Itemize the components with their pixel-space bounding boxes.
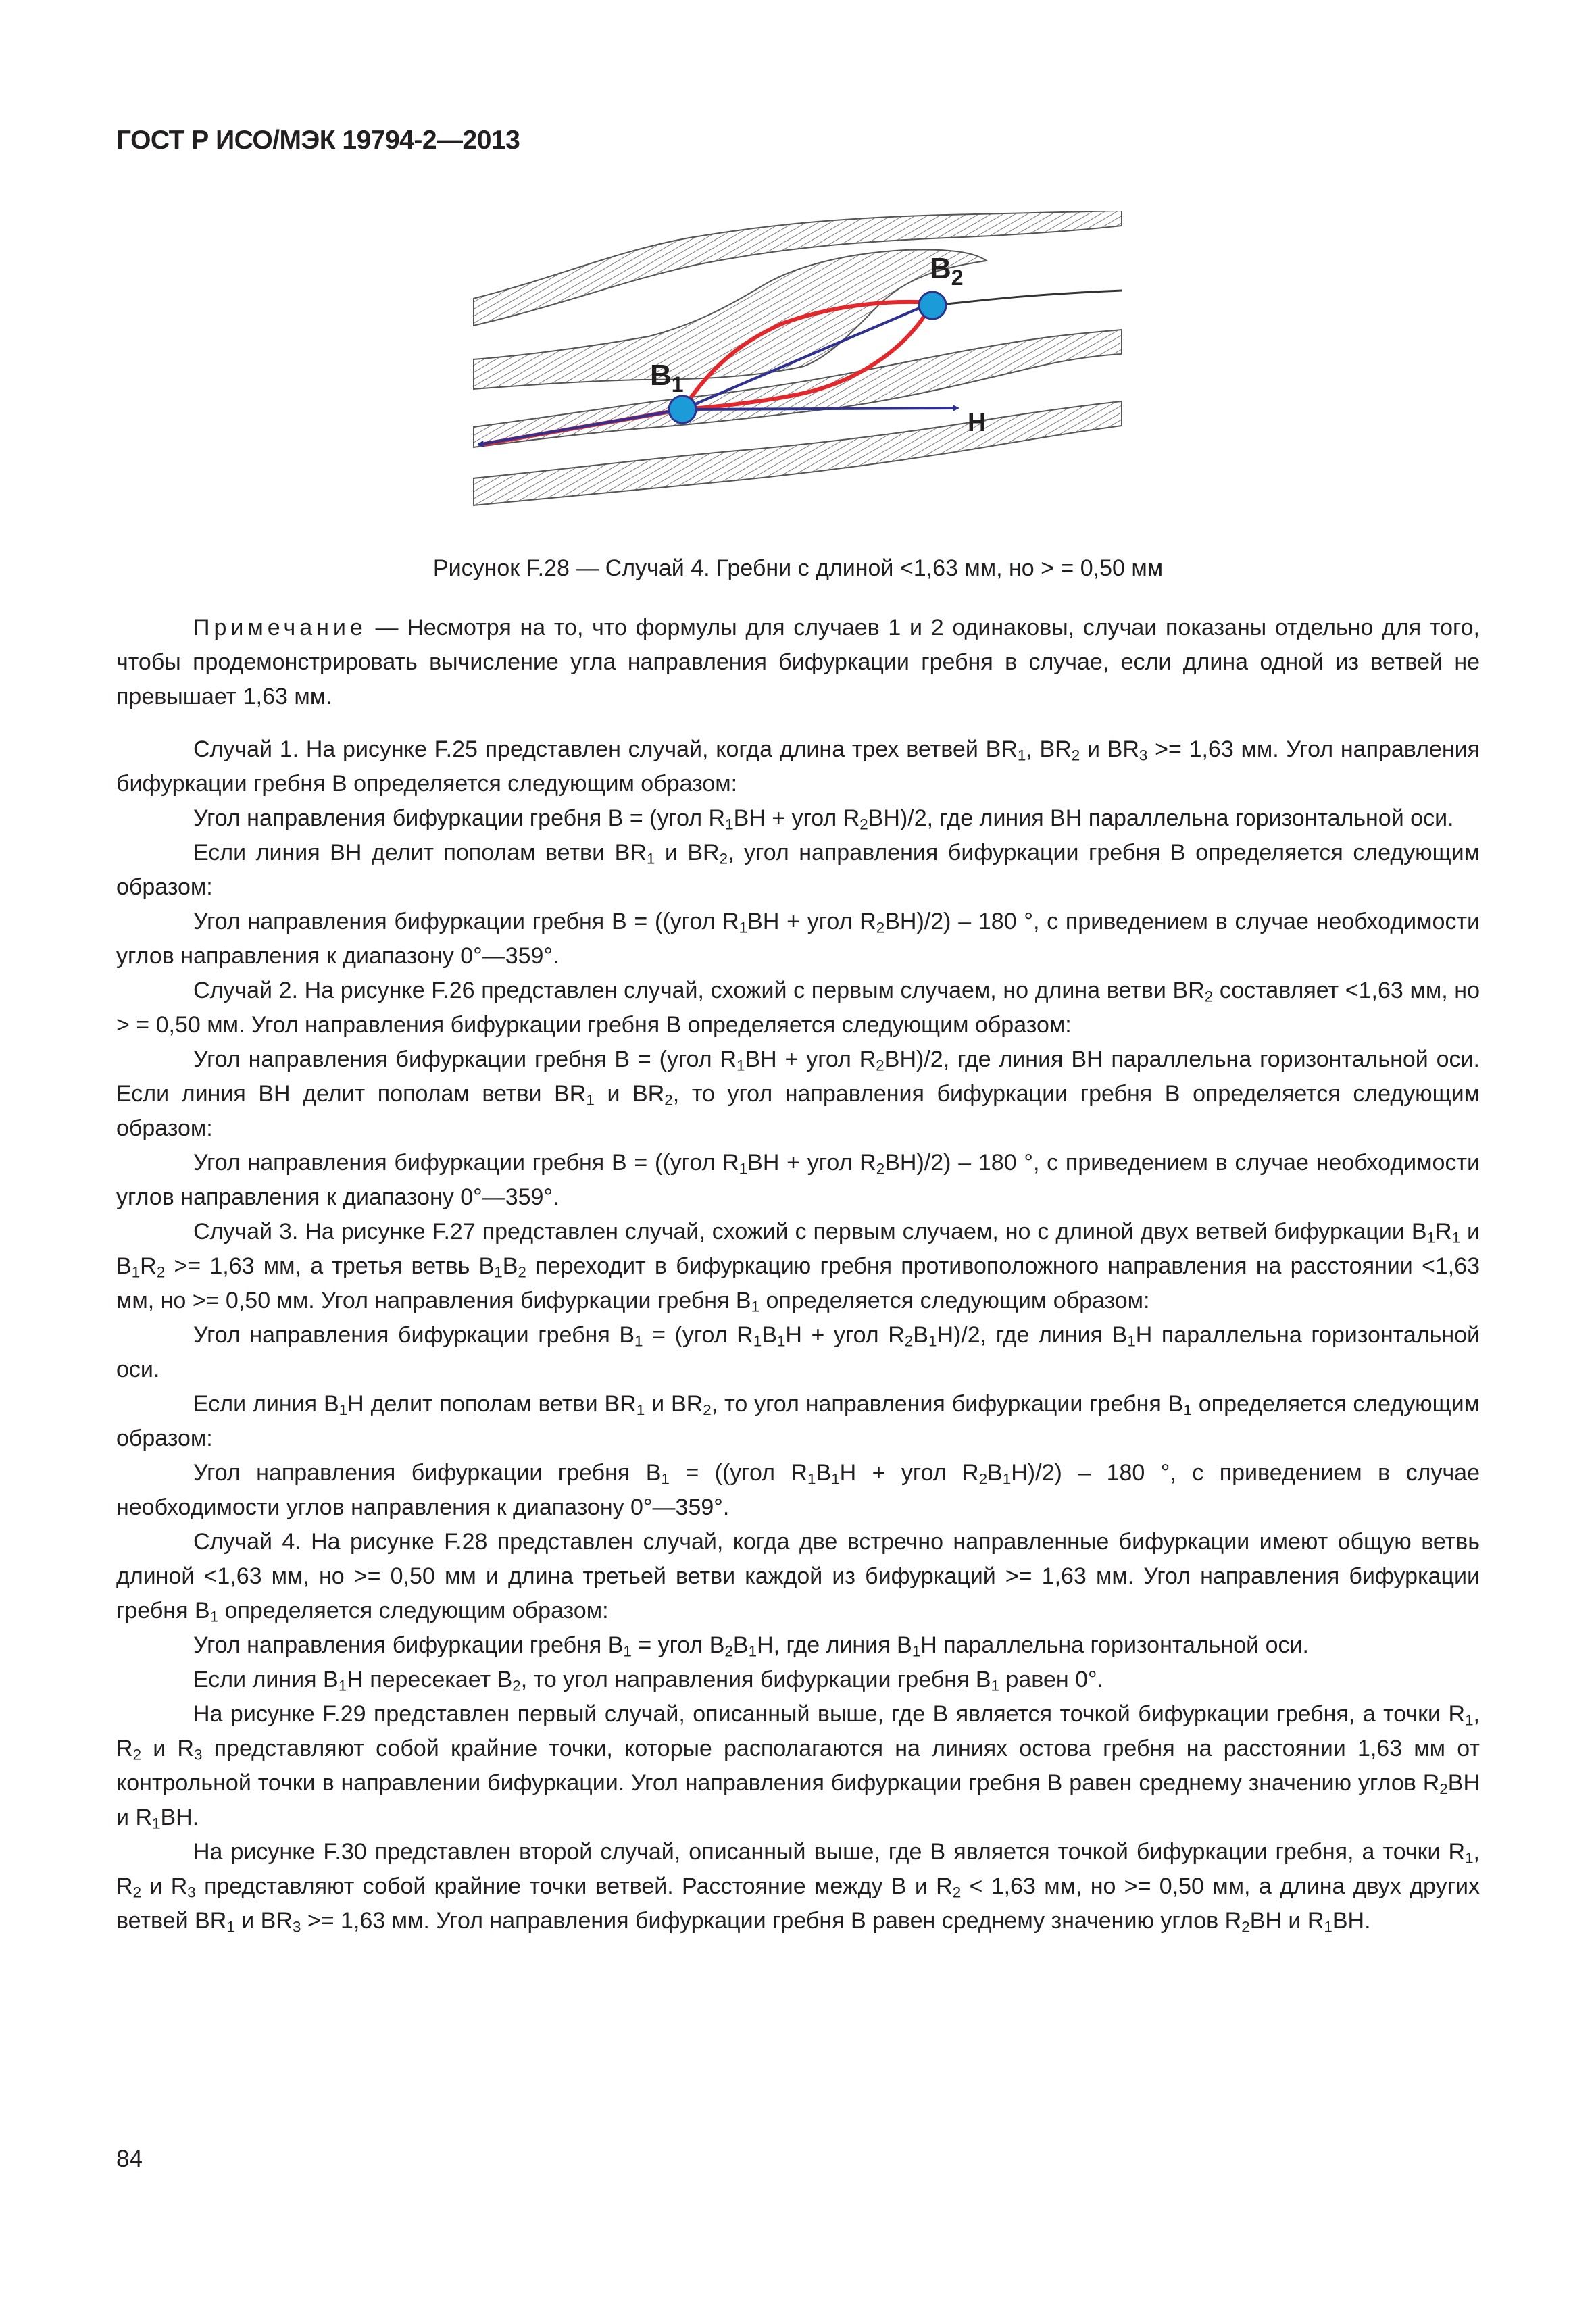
note-paragraph — [116, 611, 1480, 714]
paragraph: Случай 1. На рисунке F.25 представлен случай, когда длина трех ветвей $BR_1$, $BR_2$ и $BR_3 >= 1,63$ мм. Угол направления бифуркации гребня B определяется следующим образом: — [116, 736, 1480, 797]
paragraph: Угол направления бифуркации гребня B = ((угол $R_1BH$ + угол $R_2BH)/2) - 180$ °, с приведением в случае необходимости углов направления к диапазону 0°—359°. — [116, 909, 1480, 969]
figure-f28-ridge-diagram — [473, 211, 1122, 513]
bifurcation-node-b1 — [669, 396, 696, 423]
paragraph: Если линия $B_1H$ пересекает $B_2$, то угол направления бифуркации гребня $B_1$ равен 0°. — [193, 1667, 1104, 1694]
paragraph: Случай 3. На рисунке F.27 представлен случай, схожий с первым случаем, но с длиной двух ветвей бифуркации $B_1R_1$ и $B_1R_2 >= 1,63$ мм, а третья ветвь $B_1B_2$ переходит в бифуркацию гребня противоположного направления на расстоянии <1,63 мм, но >= 0,50 мм. Угол направления бифуркации гребня $B_1$ определяется следующим образом: — [116, 1219, 1480, 1315]
paragraph: Случай 2. На рисунке F.26 представлен случай, схожий с первым случаем, но длина ветви $BR_2$ составляет <1,63 мм, но > = 0,50 мм. Угол направления бифуркации гребня B определяется следующим образом: — [116, 978, 1480, 1038]
paragraph: Если линия BH делит пополам ветви $BR_1$ и $BR_2$, угол направления бифуркации гребня B определяется следующим образом: — [116, 840, 1480, 900]
paragraph: Угол направления бифуркации гребня B = (угол $R_1BH$ + угол $R_2BH)/2$, где линия BH параллельна горизонтальной оси. — [193, 805, 1454, 833]
paragraph: Угол направления бифуркации гребня B = ((угол $R_1BH$ + угол $R_2BH)/2) - 180$ °, с приведением в случае необходимости углов направления к диапазону 0°—359°. — [116, 1150, 1480, 1210]
paragraph: Если линия $B_1H$ делит пополам ветви $BR_1$ и $BR_2$, то угол направления бифуркации гребня $B_1$ определяется следующим образом: — [116, 1391, 1480, 1451]
paragraph: Угол направления бифуркации гребня $B_1$ = угол $B_2B_1H$, где линия $B_1H$ параллельна горизонтальной оси. — [193, 1632, 1309, 1660]
label-b1: $B_1$ — [650, 359, 684, 397]
figure-caption: Рисунок F.28 — Случай 4. Гребни с длиной <1,63 мм, но > = 0,50 мм — [432, 555, 1164, 581]
paragraph: Случай 4. На рисунке F.28 представлен случай, когда две встречно направленные бифуркации имеют общую ветвь длиной <1,63 мм, но >= 0,50 мм и длина третьей ветви каждой из бифуркаций >= 1,63 мм. Угол направления бифуркации гребня $B_1$ определяется следующим образом: — [116, 1529, 1480, 1626]
bifurcation-node-b2 — [919, 292, 946, 319]
body-text — [116, 611, 1480, 1938]
note-text: — Несмотря на то, что формулы для случаев 1 и 2 одинаковы, случаи показаны отдельно для того, чтобы продемонстрировать вычисление угла направления бифуркации гребня в случае, если длина одной из ветвей не превышает 1,63 мм. — [116, 615, 1480, 709]
arrow-b1-to-h — [682, 408, 958, 409]
label-h: H — [968, 409, 987, 437]
document-header: ГОСТ Р ИСО/МЭК 19794-2—2013 — [116, 126, 520, 155]
ridge-line-continuation — [946, 291, 1122, 304]
paragraph: Угол направления бифуркации гребня $B_1$ = ((угол $R_1B_1H$ + угол $R_2B_1H)/2) - 180$ °, с приведением в случае необходимости углов направления к диапазону 0°—359°. — [116, 1460, 1480, 1520]
label-b2: $B_2$ — [930, 252, 964, 290]
paragraph: На рисунке F.29 представлен первый случай, описанный выше, где B является точкой бифуркации гребня, а точки $R_1$, $R_2$ и $R_3$ представляют собой крайние точки, которые располагаются на линиях остова гребня на расстоянии 1,63 мм от контрольной точки в направлении бифуркации. Угол направления бифуркации гребня B равен среднему значению углов $R_2BH$ и $R_1BH$. — [116, 1701, 1480, 1832]
paragraph: Угол направления бифуркации гребня B = (угол $R_1BH$ + угол $R_2BH)/2$, где линия BH параллельна горизонтальной оси. Если линия BH делит пополам ветви $BR_1$ и $BR_2$, то угол направления бифуркации гребня B определяется следующим образом: — [116, 1047, 1480, 1141]
page-number: 84 — [116, 2146, 143, 2172]
note-lead: Примечание — [193, 615, 367, 640]
paragraph: Угол направления бифуркации гребня $B_1$ = (угол $R_1B_1H$ + угол $R_2B_1H)/2$, где линия $B_1H$ параллельна горизонтальной оси. — [116, 1322, 1480, 1382]
paragraph: На рисунке F.30 представлен второй случай, описанный выше, где B является точкой бифуркации гребня, а точки $R_1$, $R_2$ и $R_3$ представляют собой крайние точки ветвей. Расстояние между B и $R_2 < 1,63$ мм, но >= 0,50 мм, а длина двух других ветвей $BR_1$ и $BR_3 >= 1,63$ мм. Угол направления бифуркации гребня B равен среднему значению углов $R_2BH$ и $R_1BH$. — [116, 1839, 1480, 1936]
